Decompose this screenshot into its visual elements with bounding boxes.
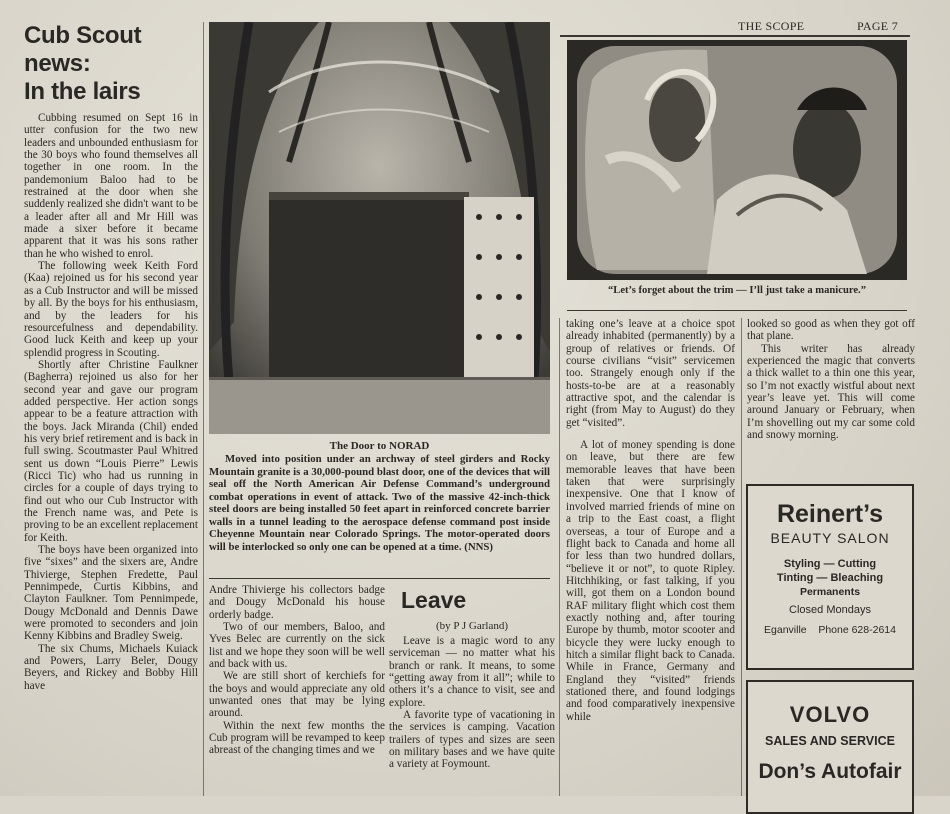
headline-line-1: Cub Scout news:	[24, 22, 142, 77]
cub-scout-headline	[24, 22, 198, 106]
reinert-hours: Closed Mondays	[789, 604, 871, 616]
cub-scout-continued	[209, 584, 385, 796]
paragraph: A favorite type of vacationing in the services is camping. Vacation trailers of types and sizes are seen on military bases and we have quite a variety at Foymount.	[389, 709, 555, 771]
column-rule-3	[741, 318, 742, 796]
reinert-services-3: Permanents	[799, 586, 861, 598]
reinert-subtitle: BEAUTY SALON	[770, 530, 890, 546]
tv-still-illustration	[567, 40, 907, 280]
paragraph: Andre Thivierge his collectors badge and Dougy McDonald his house orderly badge.	[209, 584, 385, 621]
leave-col3	[747, 318, 915, 478]
headline-line-2: In the lairs	[24, 78, 141, 105]
volvo-dealer: Don’s Autofair	[758, 760, 902, 783]
paragraph: Shortly after Christine Faulkner (Bagherra) rejoined us also for her second year and gave our program added perspective. Her action songs appear to be a feature attraction with the boys. Jack Miranda (Chil) ended his very brief retirement and is back in full swing. Scoutmaster Paul Whitred sent us down “Louis Pierre” Lewis (Ricci Tic) who had us running in circles for a couple of days trying to find out who our Cub Instructor with the French name was, and Pete is proving to be an excellent replacement for Keith.	[24, 358, 198, 544]
leave-col3-body	[747, 318, 915, 441]
column-rule-1	[203, 22, 204, 796]
norad-caption-title: The Door to NORAD	[329, 440, 430, 452]
reinert-services-2: Tinting — Bleaching	[776, 572, 884, 584]
paragraph: Cubbing resumed on Sept 16 in utter confusion for the two new leaders and unbounded enthusiasm for the 30 boys who found themselves all together in one room. In the pandemonium Baloo had to be restrained at the door when she suddenly realized she didn't want to be a leader after all and Mr Hill was made a sixer before it became apparent that it was his sons rather than he who wished to enrol.	[24, 112, 198, 260]
reinert-name: Reinert’s	[776, 500, 884, 528]
leave-col2-body	[566, 318, 735, 723]
leave-headline: Leave	[401, 587, 467, 613]
cub-scout-body	[24, 112, 198, 692]
volvo-dealer-ad	[746, 680, 914, 814]
paragraph: Two of our members, Baloo, and Yves Belec are currently on the sick list and we hope they soon will be well and back with us.	[209, 621, 385, 671]
paper-name: THE SCOPE	[738, 19, 805, 33]
leave-col2	[566, 318, 735, 796]
column-rule-2	[559, 318, 560, 796]
volvo-name: VOLVO	[789, 702, 871, 727]
caption-divider	[209, 578, 550, 579]
paragraph: We are still short of kerchiefs for the boys and would appreciate any old unwanted ones that may be lying around.	[209, 670, 385, 720]
paragraph: taking one’s leave at a choice spot already inhabited (permanently) by a group of relatives or friends. Of course civilians “visit” servicemen too. Strangely enough only if the hosts-to-be are at a reasonably attractive spot, and the calendar is right (from May to August) do they get “visited”.	[566, 318, 735, 429]
paragraph: This writer has already experienced the magic that converts a thick wallet to a thin one this year, so I’m not exactly wistful about next year’s leave yet. This will come around January or February, when I’m shovelling out my car some cold and snowy morning.	[747, 342, 915, 442]
reinert-contact	[748, 624, 912, 636]
leave-article	[389, 584, 555, 796]
paragraph: looked so good as when they got off that plane.	[747, 318, 915, 343]
tv-caption-block	[567, 285, 907, 305]
page-number: PAGE 7	[857, 19, 899, 33]
tv-caption: “Let’s forget about the trim — I’ll just take a manicure.”	[607, 285, 867, 296]
paragraph: A lot of money spending is done on leave, but there are few memorable leaves that have been taken that were surprisingly inexpensive. One that I know of involved married friends of mine on a trip to the East coast, a flight overseas, a tour of Europe and a flight back to Canada and home all for less than two hundred dollars, “believe it or not”, to quote Ripley. Hitchhiking, or fast talking, if you will, got them on a London bound RAF military flight which cost them exactly nothing and, after touring Europe by thumb, motor scooter and bicycle they were lucky enough to hitch a similar flight back to Canada. While in France, Germany and England they “visited” friends stationed there, and found lodgings and food comparatively inexpensive while	[566, 439, 735, 723]
tv-still-photo	[567, 40, 907, 280]
paragraph: The six Chums, Michaels Kuiack and Powers, Larry Beler, Dougy Beyers, and Rickey and Bobby Hill have	[24, 642, 198, 692]
cub-scout-article	[24, 22, 198, 796]
reinert-phone: Phone 628-2614	[818, 624, 896, 636]
volvo-subtitle: SALES AND SERVICE	[765, 734, 895, 748]
norad-caption-text: Moved into position under an archway of steel girders and Rocky Mountain granite is a 30,000-pound blast door, one of the devices that will seal off the North American Air Defense Command’s underground combat operations in event of attack. Two of the massive 42-inch-thick steel doors are being installed 50 feet apart in reinforced concrete barrier walls in a tunnel leading to the aerospace defense command post inside Cheyenne Mountain near Colorado Springs. The motor-operated doors will be interlocked so only one can be opened at a time. (NNS)	[209, 453, 550, 553]
reinert-services-1: Styling — Cutting	[783, 558, 877, 570]
reinert-salon-ad	[746, 484, 914, 670]
norad-caption-block	[209, 440, 550, 570]
norad-door-photo	[209, 22, 550, 434]
norad-door-illustration	[209, 22, 550, 434]
leave-col1-body	[389, 635, 555, 771]
cub-continued-body	[209, 584, 385, 757]
paragraph: Within the next few months the Cub program will be revamped to keep abreast of the changing times and we	[209, 719, 385, 757]
leave-byline: (by P J Garland)	[436, 620, 508, 632]
paragraph: The boys have been organized into five “sixes” and the sixers are, Andre Thivierge, Stephen Fredette, Paul Pennimpede, Curtis Kibbins, and Clayton Faulkner. Tom Pennimpede, Dougy McDonald and Dennis Dawe were promoted to seconders and join Kenny Kibbins and Bradley Sweig.	[24, 544, 198, 643]
paragraph: The following week Keith Ford (Kaa) rejoined us for his second year as a Cub Instructor and will be missed by all. By the boys for his enthusiasm, and by the leaders for his resourcefulness and dependability. Good luck Keith and keep up your splendid progress in Scouting.	[24, 260, 198, 359]
header-rule	[560, 35, 910, 37]
paragraph: Leave is a magic word to any serviceman — no matter what his branch or rank. It means, to some “getting away from it all”; while to others it’s a chance to visit, see and explore.	[389, 635, 555, 709]
tv-caption-rule	[567, 310, 907, 311]
reinert-town: Eganville	[764, 624, 807, 636]
